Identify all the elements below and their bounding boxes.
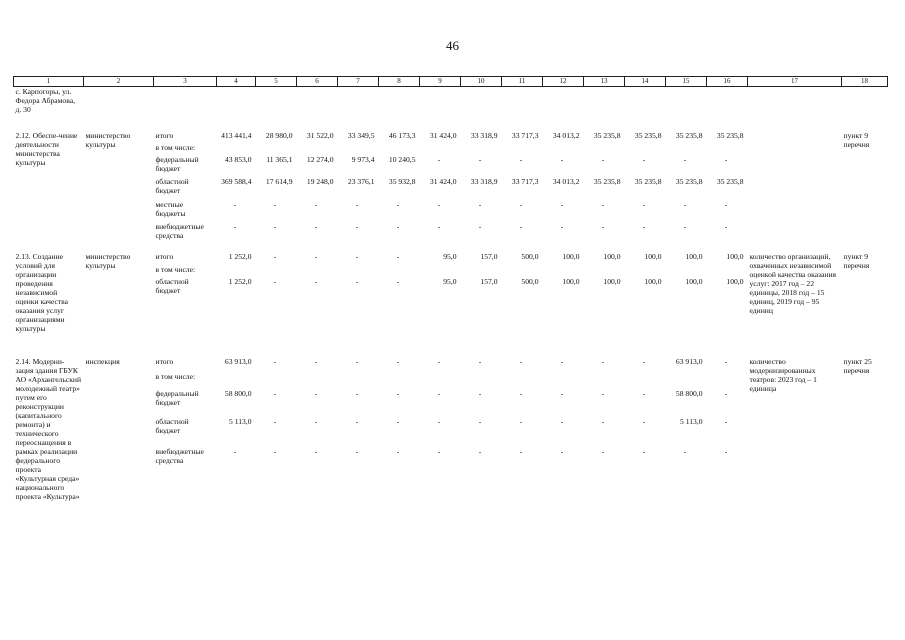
value-cell [217,143,256,155]
value-cell: - [683,200,687,209]
value-cell: - [560,200,564,209]
value-cell [297,143,338,155]
column-header: 8 [379,77,420,87]
value-cell: 34 013,2 [552,177,580,186]
value-cell: - [314,388,318,398]
value-cell: - [642,416,646,426]
value-cell [543,265,584,277]
funding-source-label: в том числе: [155,372,196,382]
value-cell: 100,0 [644,252,662,261]
value-cell: 35 235,8 [593,177,621,186]
value-cell: 63 913,0 [675,357,703,366]
value-cell [338,265,379,277]
value-cell [584,265,625,277]
value-cell: - [724,447,728,457]
value-cell: 100,0 [562,252,580,261]
value-cell: - [233,447,237,457]
executor: инспекция [85,357,120,366]
indicator: количество модернизированных театров: 2023 год – 1 единица [749,357,817,393]
value-cell: 35 235,8 [716,177,744,186]
value-cell: 35 235,8 [634,177,662,186]
column-header: 5 [256,77,297,87]
value-cell: - [519,155,523,164]
value-cell: - [396,200,400,209]
value-cell [217,265,256,277]
value-cell: - [355,447,359,457]
reference: пункт 9 перечня [843,252,870,270]
value-cell: 100,0 [685,252,703,261]
value-cell: 35 235,8 [675,177,703,186]
value-cell: - [724,388,728,398]
value-cell: - [601,155,605,164]
value-cell: 95,0 [443,277,457,286]
value-cell: - [437,200,441,209]
value-cell [379,143,420,155]
value-cell: 500,0 [521,252,539,261]
value-cell [502,265,543,277]
indicator: количество организаций, охваченных независимой оценкой качества оказания услуг: 2017 год – 22 единицы, 2018 год – 15 единиц, 2019 год – 95 единиц [749,252,837,315]
address-cell: с. Карпогоры, ул. Федора Абрамова, д. 30 [15,87,75,114]
value-cell: 157,0 [480,277,498,286]
section-title: 2.13. Создание условий для организации проведения независимой оценки качества оказания услуг организациями культуры [15,252,69,333]
value-cell: - [273,277,277,286]
value-cell: 35 235,8 [593,131,621,140]
value-cell: - [519,200,523,209]
value-cell: - [724,357,728,366]
value-cell: 100,0 [603,277,621,286]
value-cell: - [273,416,277,426]
value-cell [584,143,625,155]
value-cell: - [478,357,482,366]
value-cell [502,372,543,389]
column-header: 9 [420,77,461,87]
value-cell: 35 235,8 [716,131,744,140]
column-header: 7 [338,77,379,87]
value-cell: 100,0 [726,277,744,286]
value-cell: 58 800,0 [675,388,703,398]
value-cell: - [437,447,441,457]
value-cell: - [355,252,359,261]
value-cell: - [724,200,728,209]
value-cell: - [355,357,359,366]
value-cell: 5 113,0 [229,416,252,426]
funding-source-label: областной бюджет [155,177,189,195]
value-cell: 1 252,0 [228,252,252,261]
value-cell [256,143,297,155]
value-cell: - [478,200,482,209]
section-title: 2.14. Модерни-зация здания ГБУК АО «Архангельский молодежный театр» путем его реконструкции (капитального ремонта) и технического переоснащения в рамках реализации федерального проекта «Культурная среда» национального проекта «Культура» [15,357,82,501]
value-cell: - [601,416,605,426]
funding-source-label: местные бюджеты [155,200,186,218]
column-header: 4 [217,77,256,87]
value-cell: - [273,222,277,231]
value-cell: - [437,155,441,164]
value-cell: 5 113,0 [680,416,703,426]
column-header: 12 [543,77,584,87]
value-cell: - [437,388,441,398]
value-cell: - [314,252,318,261]
value-cell [379,372,420,389]
value-cell: - [314,447,318,457]
value-cell: - [601,447,605,457]
value-cell: 31 424,0 [429,177,457,186]
value-cell: - [273,447,277,457]
value-cell: - [273,252,277,261]
value-cell: - [478,388,482,398]
value-cell: 369 588,4 [221,177,252,186]
table-row [14,252,888,265]
value-cell [420,265,461,277]
value-cell: 35 235,8 [634,131,662,140]
page-number: 46 [446,38,459,53]
column-header: 13 [584,77,625,87]
value-cell [666,265,707,277]
table-body [14,87,888,502]
value-cell: 31 522,0 [306,131,334,140]
value-cell: 31 424,0 [429,131,457,140]
value-cell: 33 717,3 [511,131,539,140]
value-cell: 43 853,0 [224,155,252,164]
value-cell: - [355,200,359,209]
value-cell: - [560,416,564,426]
value-cell: 100,0 [685,277,703,286]
funding-source-label: итого [155,357,174,366]
value-cell [420,372,461,389]
value-cell [338,143,379,155]
value-cell: - [314,416,318,426]
value-cell: - [683,222,687,231]
column-header: 2 [84,77,154,87]
value-cell: - [601,222,605,231]
funding-source-label: итого [155,252,174,261]
value-cell [379,265,420,277]
value-cell: 100,0 [726,252,744,261]
value-cell: 33 318,9 [470,177,498,186]
value-cell: 500,0 [521,277,539,286]
column-header: 16 [707,77,748,87]
value-cell: - [396,416,400,426]
value-cell [461,372,502,389]
value-cell: - [519,447,523,457]
indicator [748,131,842,244]
value-cell: - [273,357,277,366]
value-cell: - [396,447,400,457]
value-cell: - [683,155,687,164]
value-cell: - [437,222,441,231]
value-cell: - [314,357,318,366]
value-cell: - [478,416,482,426]
value-cell [625,372,666,389]
value-cell [256,265,297,277]
value-cell: 9 973,4 [351,155,375,164]
value-cell [666,143,707,155]
value-cell [297,265,338,277]
value-cell: - [396,357,400,366]
value-cell: 35 932,8 [388,177,416,186]
value-cell: - [396,252,400,261]
value-cell: - [601,357,605,366]
column-header: 15 [666,77,707,87]
value-cell [502,143,543,155]
column-header: 14 [625,77,666,87]
value-cell: 12 274,0 [306,155,334,164]
value-cell: - [724,155,728,164]
value-cell [338,372,379,389]
value-cell: - [560,388,564,398]
value-cell: - [273,388,277,398]
reference: пункт 9 перечня [843,131,870,149]
funding-source-label: внебюджетные средства [155,447,204,466]
value-cell: - [478,155,482,164]
column-header: 10 [461,77,502,87]
value-cell: - [519,222,523,231]
reference: пункт 25 перечня [843,357,872,375]
value-cell: - [314,200,318,209]
value-cell: - [560,155,564,164]
column-header: 6 [297,77,338,87]
value-cell: - [478,222,482,231]
value-cell: 11 365,1 [266,155,293,164]
value-cell: 34 013,2 [552,131,580,140]
value-cell: 100,0 [562,277,580,286]
value-cell: 1 252,0 [228,277,252,286]
address-row [14,87,888,124]
value-cell: - [355,388,359,398]
value-cell: - [642,357,646,366]
value-cell: 157,0 [480,252,498,261]
value-cell [217,372,256,389]
value-cell: 19 248,0 [306,177,334,186]
value-cell [461,143,502,155]
value-cell: - [724,416,728,426]
value-cell: - [642,447,646,457]
budget-table [13,76,888,501]
funding-source-label: областной бюджет [155,416,189,435]
value-cell [625,143,666,155]
value-cell [297,372,338,389]
value-cell: 413 441,4 [221,131,252,140]
column-header: 1 [14,77,84,87]
value-cell: 46 173,3 [388,131,416,140]
value-cell: - [642,155,646,164]
value-cell: - [314,277,318,286]
value-cell: - [601,200,605,209]
value-cell: - [560,357,564,366]
value-cell: 33 318,9 [470,131,498,140]
value-cell [625,265,666,277]
value-cell: - [642,222,646,231]
value-cell: 33 349,5 [347,131,375,140]
value-cell: 28 980,0 [265,131,293,140]
value-cell: 100,0 [644,277,662,286]
value-cell: - [519,357,523,366]
value-cell: - [519,416,523,426]
value-cell: - [601,388,605,398]
value-cell [420,143,461,155]
value-cell: 10 240,5 [388,155,416,164]
value-cell: - [355,416,359,426]
value-cell: - [437,416,441,426]
value-cell: - [233,200,237,209]
value-cell: 63 913,0 [224,357,252,366]
column-header: 3 [154,77,217,87]
funding-source-label: областной бюджет [155,277,189,295]
funding-source-label: федеральный бюджет [155,155,199,173]
value-cell [707,372,748,389]
header-row [14,77,888,87]
value-cell: - [396,222,400,231]
value-cell [461,265,502,277]
value-cell: - [355,222,359,231]
value-cell: - [314,222,318,231]
value-cell: - [233,222,237,231]
value-cell: - [355,277,359,286]
table-row [14,131,888,143]
value-cell: - [683,447,687,457]
value-cell [707,265,748,277]
value-cell: 17 614,9 [265,177,293,186]
value-cell: 95,0 [443,252,457,261]
executor: министерство культуры [85,252,131,270]
value-cell: 58 800,0 [224,388,252,398]
table-row [14,357,888,372]
value-cell [256,372,297,389]
column-header: 18 [842,77,888,87]
value-cell [707,143,748,155]
value-cell: - [642,200,646,209]
value-cell: 100,0 [603,252,621,261]
value-cell: - [519,388,523,398]
value-cell [666,372,707,389]
value-cell: 35 235,8 [675,131,703,140]
value-cell: - [560,222,564,231]
column-header: 11 [502,77,543,87]
value-cell [543,372,584,389]
value-cell: - [642,388,646,398]
value-cell [543,143,584,155]
funding-source-label: итого [155,131,174,140]
value-cell: - [437,357,441,366]
section-title: 2.12. Обеспе-чение деятельности министерства культуры [15,131,78,167]
value-cell: 33 717,3 [511,177,539,186]
value-cell: - [560,447,564,457]
executor: министерство культуры [85,131,131,149]
value-cell: - [396,388,400,398]
funding-source-label: внебюджетные средства [155,222,204,240]
value-cell: 23 376,1 [347,177,375,186]
funding-source-label: в том числе: [155,143,196,152]
value-cell: - [478,447,482,457]
value-cell [584,372,625,389]
funding-source-label: в том числе: [155,265,196,274]
value-cell: - [273,200,277,209]
value-cell: - [396,277,400,286]
column-header: 17 [748,77,842,87]
value-cell: - [724,222,728,231]
funding-source-label: федеральный бюджет [155,388,199,407]
